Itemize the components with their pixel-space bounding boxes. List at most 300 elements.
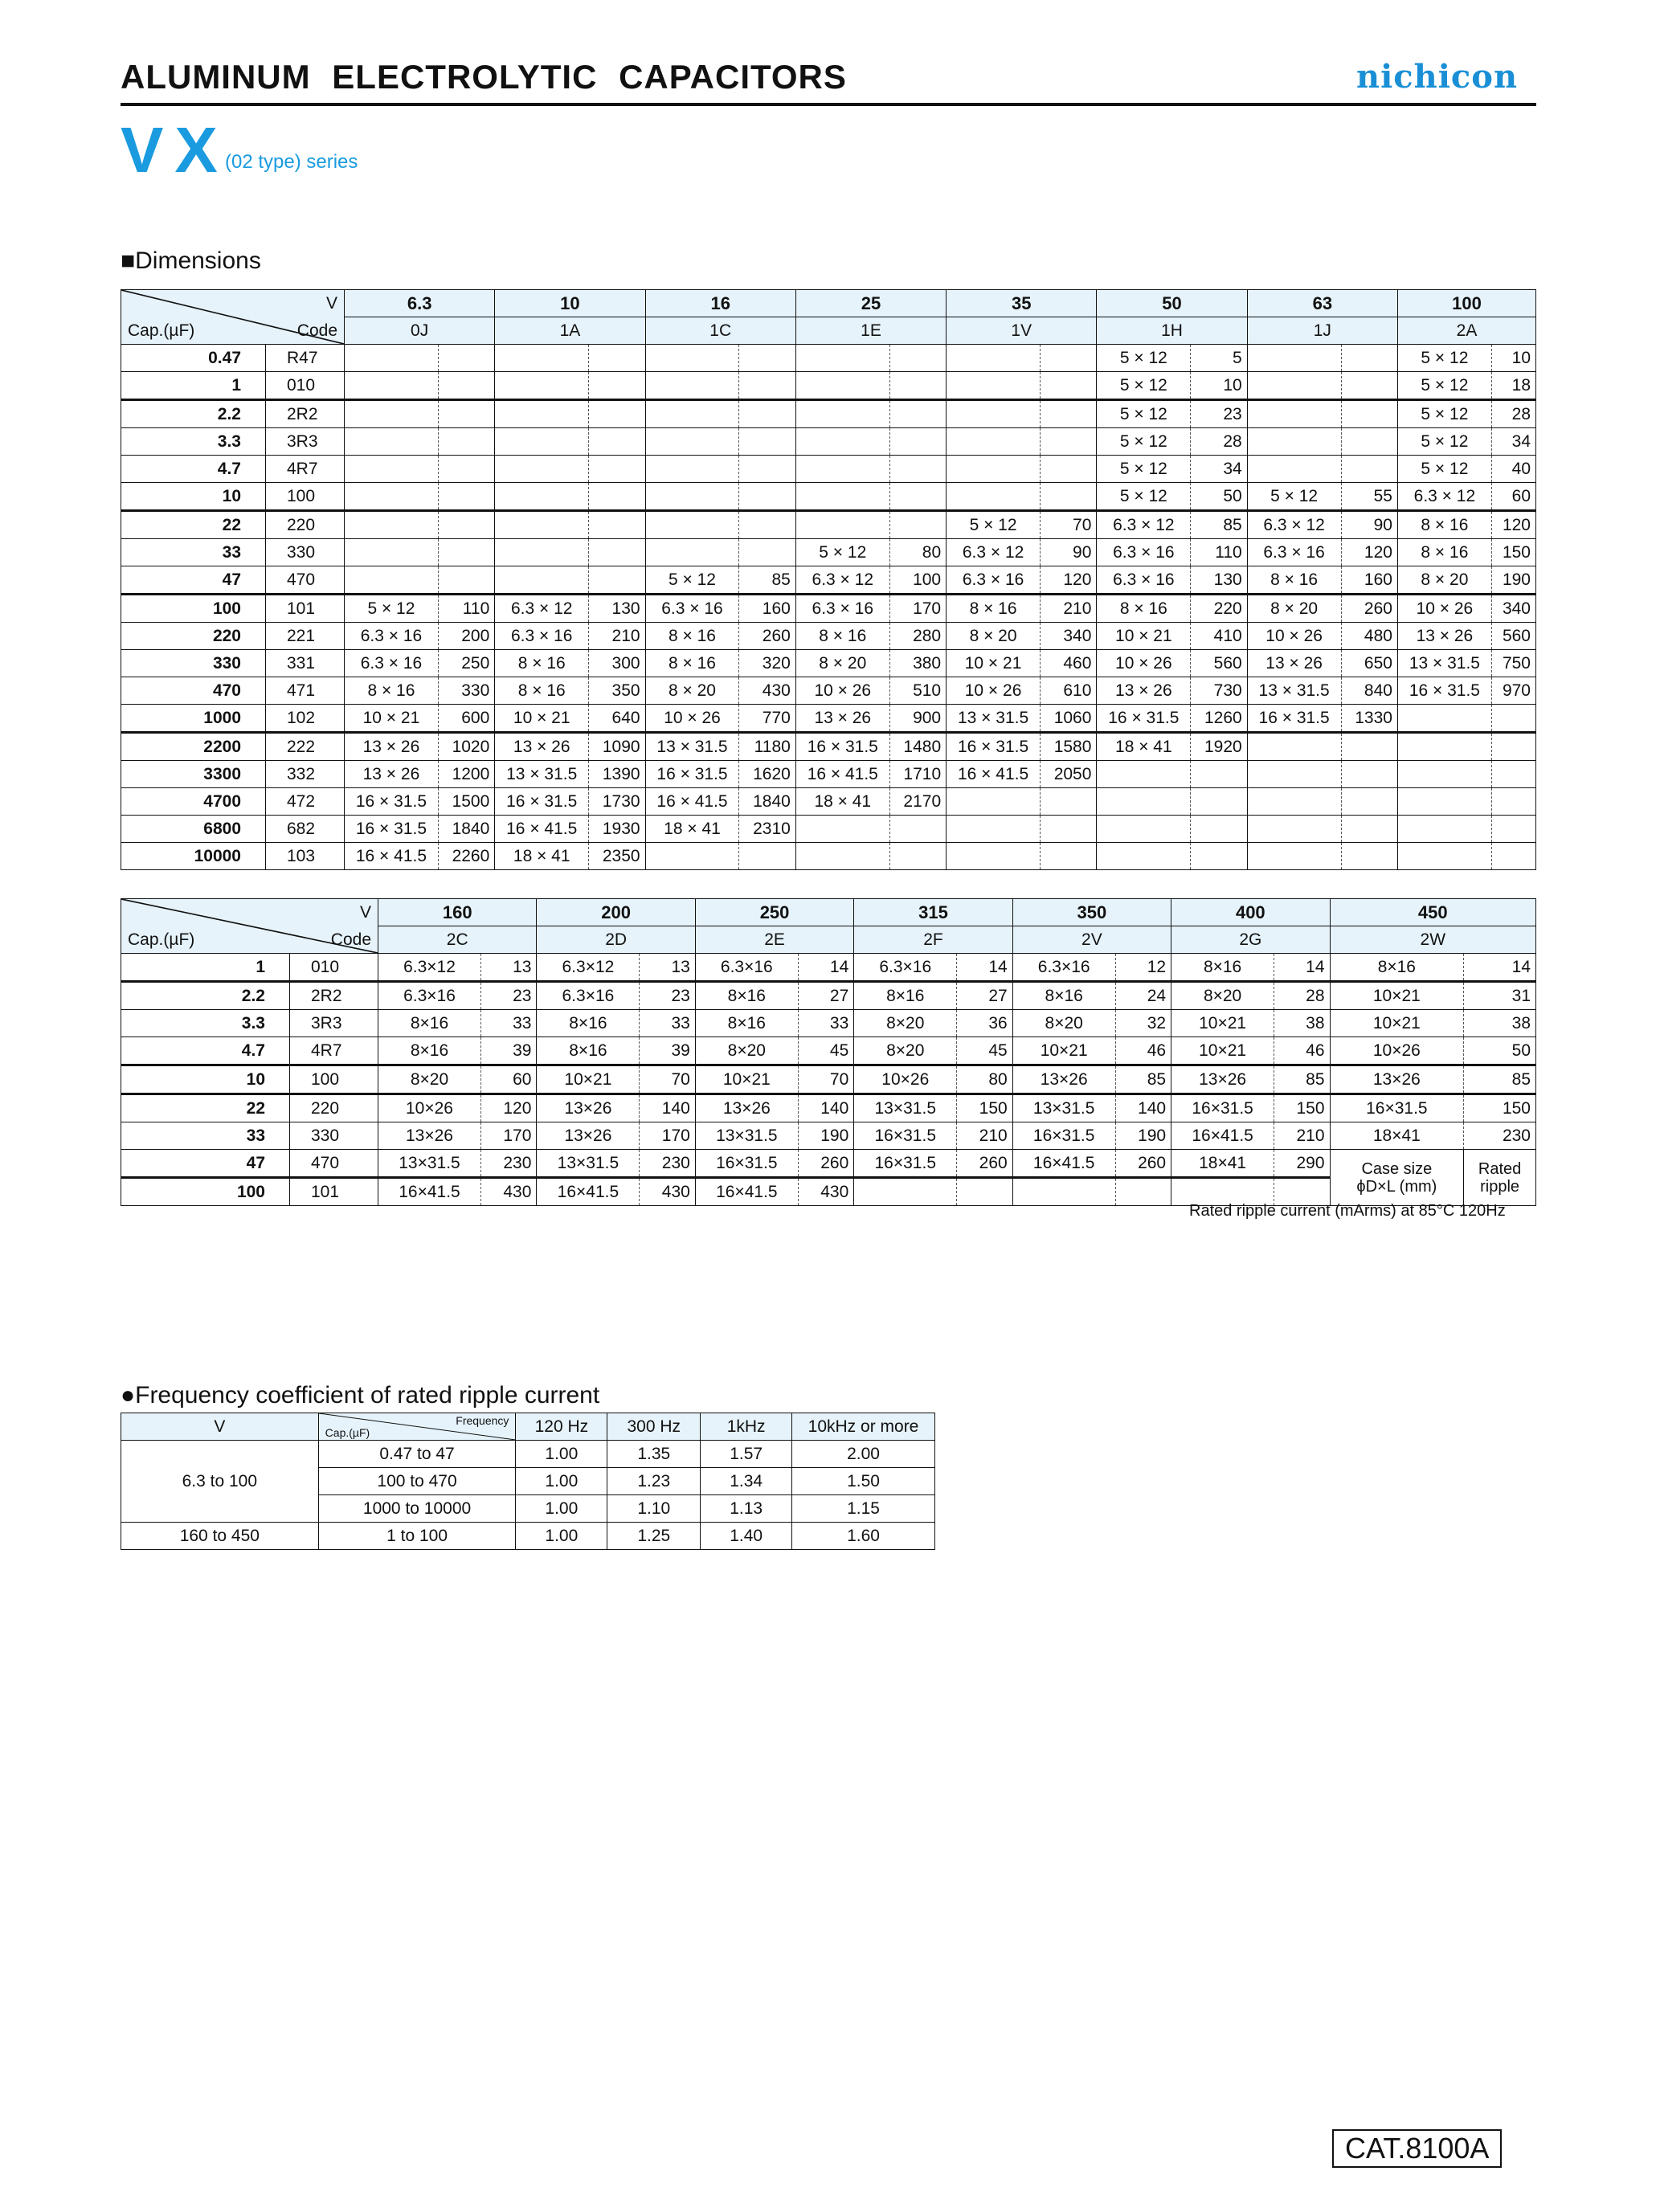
voltage-header: 200	[537, 899, 695, 926]
ripple-current-cell: 18	[1491, 372, 1535, 400]
case-size-cell	[645, 456, 739, 483]
case-size-cell: 8 × 16	[645, 650, 739, 677]
series-name: VX	[121, 114, 229, 186]
case-size-cell	[947, 400, 1041, 428]
case-size-cell: 5 × 12	[947, 511, 1041, 539]
case-size-cell: 8×16	[537, 1037, 640, 1065]
ripple-current-cell: 260	[1341, 595, 1397, 623]
case-size-cell: 13×26	[1330, 1065, 1464, 1094]
case-size-cell: 8 × 20	[947, 623, 1041, 650]
ripple-current-cell: 23	[1191, 400, 1247, 428]
ripple-current-cell: 190	[1115, 1122, 1171, 1150]
ripple-current-cell	[739, 456, 795, 483]
ripple-current-cell: 28	[1191, 428, 1247, 456]
ripple-current-cell	[438, 511, 494, 539]
ripple-current-cell	[739, 539, 795, 566]
ripple-current-cell	[1341, 345, 1397, 372]
case-size-cell: 8 × 16	[947, 595, 1041, 623]
case-size-cell	[947, 456, 1041, 483]
ripple-current-cell	[1341, 761, 1397, 788]
corner-header-cell	[121, 899, 378, 954]
ripple-current-cell: 70	[640, 1065, 695, 1094]
ripple-current-cell: 140	[640, 1094, 695, 1122]
case-size-cell: 16×41.5	[1171, 1122, 1274, 1150]
ripple-current-cell: 85	[1464, 1065, 1536, 1094]
case-size-cell: 6.3 × 12	[495, 595, 589, 623]
code-cell: 682	[266, 816, 345, 843]
case-size-cell	[345, 539, 439, 566]
case-size-cell: 13 × 26	[1247, 650, 1341, 677]
freq-value: 1.13	[701, 1495, 792, 1523]
code-cell: 010	[290, 954, 378, 982]
case-size-cell: 5 × 12	[1397, 456, 1491, 483]
ripple-current-cell: 34	[1491, 428, 1535, 456]
voltage-code-header: 2E	[695, 926, 853, 954]
cap-axis-label: Cap.(µF)	[128, 930, 195, 949]
ripple-current-cell	[1341, 733, 1397, 761]
capacitance-cell: 3.3	[121, 1010, 290, 1037]
ripple-current-cell: 510	[889, 677, 946, 705]
capacitance-cell: 1	[121, 954, 290, 982]
case-size-cell: 10 × 21	[495, 705, 589, 733]
table-row	[121, 677, 1536, 705]
case-size-cell: 16 × 31.5	[645, 761, 739, 788]
case-size-cell	[947, 788, 1041, 816]
ripple-current-cell: 560	[1191, 650, 1247, 677]
case-size-cell: 18×41	[1330, 1122, 1464, 1150]
ripple-current-cell: 31	[1464, 982, 1536, 1010]
case-size-cell: 8 × 16	[495, 677, 589, 705]
case-size-cell: 8 × 16	[1397, 539, 1491, 566]
case-size-cell: 8×20	[1171, 982, 1274, 1010]
freq-value: 1.25	[607, 1523, 701, 1550]
table-row	[121, 1094, 1536, 1122]
ripple-current-cell: 140	[1115, 1094, 1171, 1122]
ripple-current-cell	[589, 345, 645, 372]
case-size-cell: 8 × 16	[1397, 511, 1491, 539]
code-cell: 2R2	[266, 400, 345, 428]
ripple-current-cell: 50	[1191, 483, 1247, 511]
ripple-current-cell: 10	[1491, 345, 1535, 372]
legend-rated-line1: Rated	[1478, 1159, 1522, 1178]
ripple-current-cell: 2260	[438, 843, 494, 870]
freq-cap-range: 1 to 100	[318, 1523, 516, 1550]
code-cell: 010	[266, 372, 345, 400]
table-row	[121, 788, 1536, 816]
case-size-cell	[1397, 788, 1491, 816]
capacitance-cell: 3300	[121, 761, 266, 788]
code-cell: 222	[266, 733, 345, 761]
ripple-current-cell: 250	[438, 650, 494, 677]
ripple-current-cell: 600	[438, 705, 494, 733]
freq-value: 1.57	[701, 1441, 792, 1468]
case-size-cell: 13×31.5	[378, 1150, 481, 1178]
case-size-cell: 13×26	[537, 1094, 640, 1122]
table-row	[121, 761, 1536, 788]
case-size-cell: 8×16	[537, 1010, 640, 1037]
case-size-cell: 6.3 × 12	[1397, 483, 1491, 511]
ripple-current-cell	[739, 483, 795, 511]
case-size-cell: 10×26	[1330, 1037, 1464, 1065]
ripple-current-cell	[889, 511, 946, 539]
freq-value: 1.60	[792, 1523, 935, 1550]
capacitance-cell: 470	[121, 677, 266, 705]
voltage-header: 6.3	[345, 290, 495, 317]
case-size-cell: 6.3 × 16	[1097, 566, 1191, 595]
ripple-current-cell	[438, 345, 494, 372]
ripple-current-cell	[1341, 372, 1397, 400]
capacitance-cell: 2.2	[121, 400, 266, 428]
ripple-current-cell: 36	[957, 1010, 1012, 1037]
case-size-cell: 6.3×12	[378, 954, 481, 982]
capacitance-cell: 4.7	[121, 456, 266, 483]
ripple-current-cell: 430	[480, 1178, 536, 1206]
ripple-current-cell: 160	[1341, 566, 1397, 595]
case-size-cell: 13×31.5	[695, 1122, 798, 1150]
case-size-cell: 18×41	[1171, 1150, 1274, 1178]
corner-header-cell	[121, 290, 345, 345]
voltage-code-header: 2C	[378, 926, 537, 954]
ripple-current-cell	[438, 428, 494, 456]
header-row-voltage	[121, 899, 1536, 926]
ripple-current-cell: 14	[1464, 954, 1536, 982]
case-size-cell: 6.3 × 16	[645, 595, 739, 623]
ripple-current-cell: 380	[889, 650, 946, 677]
freq-value: 1.00	[516, 1468, 607, 1495]
case-size-cell: 16×31.5	[1012, 1122, 1115, 1150]
code-cell: 100	[266, 483, 345, 511]
code-cell: 2R2	[290, 982, 378, 1010]
case-size-cell: 16 × 41.5	[495, 816, 589, 843]
case-size-cell	[947, 816, 1041, 843]
ripple-current-cell	[889, 843, 946, 870]
voltage-header: 160	[378, 899, 537, 926]
ripple-current-cell: 170	[480, 1122, 536, 1150]
voltage-header: 250	[695, 899, 853, 926]
capacitance-cell: 4700	[121, 788, 266, 816]
case-size-cell	[645, 843, 739, 870]
capacitance-cell: 1000	[121, 705, 266, 733]
code-cell: 332	[266, 761, 345, 788]
case-size-cell	[1247, 788, 1341, 816]
case-size-cell: 16 × 41.5	[345, 843, 439, 870]
case-size-cell	[345, 511, 439, 539]
ripple-current-cell: 1620	[739, 761, 795, 788]
code-cell: 472	[266, 788, 345, 816]
code-cell: 220	[266, 511, 345, 539]
case-size-cell: 16 × 41.5	[645, 788, 739, 816]
case-size-cell: 8×20	[695, 1037, 798, 1065]
ripple-current-cell: 1060	[1041, 705, 1097, 733]
case-size-cell	[1397, 843, 1491, 870]
ripple-current-cell: 330	[438, 677, 494, 705]
ripple-current-cell: 60	[1491, 483, 1535, 511]
case-size-cell: 16×31.5	[1330, 1094, 1464, 1122]
ripple-current-cell: 300	[589, 650, 645, 677]
ripple-current-cell: 90	[1341, 511, 1397, 539]
ripple-current-cell: 150	[1274, 1094, 1330, 1122]
case-size-cell: 16×41.5	[378, 1178, 481, 1206]
ripple-current-cell: 1090	[589, 733, 645, 761]
ripple-current-cell: 150	[957, 1094, 1012, 1122]
capacitance-cell: 22	[121, 511, 266, 539]
freq-value: 1.35	[607, 1441, 701, 1468]
ripple-current-cell: 430	[739, 677, 795, 705]
freq-value: 1.50	[792, 1468, 935, 1495]
case-size-cell: 10 × 21	[1097, 623, 1191, 650]
case-size-cell: 13×26	[1171, 1065, 1274, 1094]
case-size-cell: 16 × 41.5	[947, 761, 1041, 788]
ripple-current-cell	[1041, 788, 1097, 816]
ripple-current-cell: 840	[1341, 677, 1397, 705]
table-row	[121, 1037, 1536, 1065]
ripple-current-cell	[1341, 400, 1397, 428]
voltage-code-header: 2A	[1397, 317, 1535, 345]
case-size-cell	[795, 372, 889, 400]
ripple-current-cell: 33	[640, 1010, 695, 1037]
ripple-current-cell: 46	[1274, 1037, 1330, 1065]
ripple-current-cell: 230	[1464, 1122, 1536, 1150]
case-size-cell: 10 × 26	[1247, 623, 1341, 650]
capacitance-cell: 47	[121, 1150, 290, 1178]
voltage-code-header: 1C	[645, 317, 795, 345]
case-size-cell	[495, 372, 589, 400]
ripple-current-cell: 1710	[889, 761, 946, 788]
case-size-cell: 8×20	[1012, 1010, 1115, 1037]
ripple-current-cell	[889, 372, 946, 400]
ripple-current-cell: 40	[1491, 456, 1535, 483]
voltage-code-header: 1J	[1247, 317, 1397, 345]
case-size-cell: 8×16	[854, 982, 957, 1010]
ripple-current-cell: 210	[1274, 1122, 1330, 1150]
table-row	[121, 1122, 1536, 1150]
dimensions-table-high-voltage	[121, 898, 1536, 1206]
ripple-current-cell: 640	[589, 705, 645, 733]
table-row	[121, 816, 1536, 843]
ripple-current-cell	[1341, 456, 1397, 483]
case-size-cell	[495, 345, 589, 372]
ripple-current-cell: 260	[739, 623, 795, 650]
case-size-cell: 6.3 × 16	[1097, 539, 1191, 566]
voltage-code-header: 1E	[795, 317, 946, 345]
case-size-cell: 18 × 41	[645, 816, 739, 843]
case-size-cell: 6.3 × 16	[345, 623, 439, 650]
case-size-cell: 5 × 12	[645, 566, 739, 595]
dimensions-heading: ■Dimensions	[121, 247, 261, 274]
ripple-current-cell	[1041, 456, 1097, 483]
ripple-current-cell: 200	[438, 623, 494, 650]
freq-cap-range: 100 to 470	[318, 1468, 516, 1495]
capacitance-cell: 0.47	[121, 345, 266, 372]
ripple-current-cell: 1480	[889, 733, 946, 761]
ripple-current-cell	[889, 428, 946, 456]
freq-cap-label: Cap.(µF)	[325, 1426, 370, 1439]
ripple-current-cell: 80	[889, 539, 946, 566]
case-size-cell	[795, 428, 889, 456]
capacitance-cell: 6800	[121, 816, 266, 843]
case-size-cell	[345, 400, 439, 428]
case-size-cell: 5 × 12	[345, 595, 439, 623]
table-row	[121, 733, 1536, 761]
voltage-code-header: 2D	[537, 926, 695, 954]
ripple-current-cell	[1041, 816, 1097, 843]
capacitance-cell: 2200	[121, 733, 266, 761]
ripple-current-cell	[1041, 345, 1097, 372]
case-size-cell: 5 × 12	[1397, 428, 1491, 456]
voltage-header: 35	[947, 290, 1097, 317]
case-size-cell: 13 × 26	[345, 733, 439, 761]
ripple-current-cell: 150	[1491, 539, 1535, 566]
ripple-current-cell: 650	[1341, 650, 1397, 677]
dimensions-table-low-voltage	[121, 289, 1536, 870]
code-cell: 4R7	[290, 1037, 378, 1065]
case-size-cell: 18 × 41	[1097, 733, 1191, 761]
case-size-cell	[345, 566, 439, 595]
freq-header: 300 Hz	[607, 1413, 701, 1441]
brand-logo: nichicon	[1356, 58, 1519, 96]
ripple-current-cell	[1041, 372, 1097, 400]
capacitance-cell: 22	[121, 1094, 290, 1122]
capacitance-cell: 10	[121, 483, 266, 511]
case-size-cell: 13×31.5	[1012, 1094, 1115, 1122]
ripple-current-cell: 460	[1041, 650, 1097, 677]
ripple-current-cell: 210	[1041, 595, 1097, 623]
voltage-code-header: 2F	[854, 926, 1012, 954]
series-subtitle: (02 type) series	[225, 151, 358, 173]
code-cell: 101	[290, 1178, 378, 1206]
case-size-cell	[795, 816, 889, 843]
capacitance-cell: 33	[121, 1122, 290, 1150]
case-size-cell: 13×26	[1012, 1065, 1115, 1094]
frequency-heading: ●Frequency coefficient of rated ripple current	[121, 1382, 600, 1409]
case-size-cell: 13 × 31.5	[1397, 650, 1491, 677]
code-cell: 220	[290, 1094, 378, 1122]
freq-cap-range: 0.47 to 47	[318, 1441, 516, 1468]
ripple-current-cell: 24	[1115, 982, 1171, 1010]
ripple-current-cell	[589, 539, 645, 566]
ripple-current-cell: 480	[1341, 623, 1397, 650]
ripple-current-cell: 340	[1491, 595, 1535, 623]
case-size-cell: 8×16	[695, 1010, 798, 1037]
table-row	[121, 705, 1536, 733]
freq-value: 1.00	[516, 1441, 607, 1468]
ripple-current-cell: 290	[1274, 1150, 1330, 1178]
freq-header: 120 Hz	[516, 1413, 607, 1441]
ripple-current-cell	[1491, 788, 1535, 816]
ripple-current-cell	[739, 843, 795, 870]
case-size-cell: 10×21	[537, 1065, 640, 1094]
case-size-cell	[1247, 733, 1341, 761]
case-size-cell	[345, 372, 439, 400]
ripple-current-cell: 120	[1041, 566, 1097, 595]
ripple-current-cell	[589, 566, 645, 595]
table-row	[121, 511, 1536, 539]
table-row	[121, 372, 1536, 400]
freq-diag-header	[318, 1413, 516, 1441]
voltage-code-header: 0J	[345, 317, 495, 345]
ripple-current-cell: 150	[1464, 1094, 1536, 1122]
capacitance-cell: 2.2	[121, 982, 290, 1010]
voltage-header: 400	[1171, 899, 1330, 926]
ripple-current-cell: 1840	[438, 816, 494, 843]
table-row	[121, 1010, 1536, 1037]
case-size-cell: 8 × 20	[1397, 566, 1491, 595]
ripple-current-cell: 190	[798, 1122, 853, 1150]
ripple-current-cell: 10	[1191, 372, 1247, 400]
case-size-cell: 16 × 31.5	[345, 816, 439, 843]
code-cell: 330	[290, 1122, 378, 1150]
cap-axis-label: Cap.(µF)	[128, 321, 195, 340]
case-size-cell: 6.3 × 16	[345, 650, 439, 677]
ripple-current-cell: 2050	[1041, 761, 1097, 788]
ripple-current-cell	[1491, 761, 1535, 788]
ripple-current-cell: 260	[1115, 1150, 1171, 1178]
ripple-current-cell: 410	[1191, 623, 1247, 650]
ripple-current-cell	[1191, 816, 1247, 843]
case-size-cell	[645, 428, 739, 456]
ripple-current-cell: 55	[1341, 483, 1397, 511]
ripple-current-cell: 2350	[589, 843, 645, 870]
voltage-header: 100	[1397, 290, 1535, 317]
ripple-current-cell: 130	[1191, 566, 1247, 595]
voltage-header: 16	[645, 290, 795, 317]
capacitance-cell: 10	[121, 1065, 290, 1094]
ripple-current-cell: 230	[640, 1150, 695, 1178]
case-size-cell	[947, 483, 1041, 511]
ripple-current-cell: 190	[1491, 566, 1535, 595]
ripple-current-cell: 1930	[589, 816, 645, 843]
ripple-current-cell: 320	[739, 650, 795, 677]
case-size-cell: 13×31.5	[537, 1150, 640, 1178]
ripple-current-cell: 120	[1341, 539, 1397, 566]
case-size-cell: 8×20	[854, 1037, 957, 1065]
case-size-cell	[1097, 843, 1191, 870]
case-size-cell: 5 × 12	[1097, 372, 1191, 400]
ripple-current-cell	[739, 372, 795, 400]
ripple-current-cell: 13	[480, 954, 536, 982]
case-size-cell: 13 × 26	[1397, 623, 1491, 650]
case-size-cell: 13 × 26	[495, 733, 589, 761]
freq-value: 1.15	[792, 1495, 935, 1523]
case-size-cell	[854, 1178, 957, 1206]
case-size-cell	[795, 483, 889, 511]
ripple-current-cell: 28	[1491, 400, 1535, 428]
ripple-current-cell: 350	[589, 677, 645, 705]
case-size-cell: 5 × 12	[1097, 345, 1191, 372]
voltage-code-header: 2W	[1330, 926, 1535, 954]
case-size-cell: 16 × 31.5	[345, 788, 439, 816]
legend-case-line1: Case size	[1361, 1159, 1433, 1178]
voltage-code-header: 1V	[947, 317, 1097, 345]
table-row	[121, 954, 1536, 982]
case-size-cell: 10×21	[695, 1065, 798, 1094]
case-size-cell: 10 × 26	[1097, 650, 1191, 677]
table-row	[121, 456, 1536, 483]
table-row	[121, 566, 1536, 595]
case-size-cell: 16 × 31.5	[795, 733, 889, 761]
table-row	[121, 843, 1536, 870]
case-size-cell: 16 × 31.5	[1397, 677, 1491, 705]
ripple-current-cell	[589, 483, 645, 511]
ripple-current-cell	[889, 483, 946, 511]
case-size-cell: 13×26	[537, 1122, 640, 1150]
case-size-cell: 13 × 26	[345, 761, 439, 788]
case-size-cell: 8 × 16	[345, 677, 439, 705]
case-size-cell: 13 × 26	[795, 705, 889, 733]
case-size-cell: 6.3 × 16	[1247, 539, 1341, 566]
ripple-current-cell	[438, 372, 494, 400]
ripple-current-cell	[1191, 843, 1247, 870]
